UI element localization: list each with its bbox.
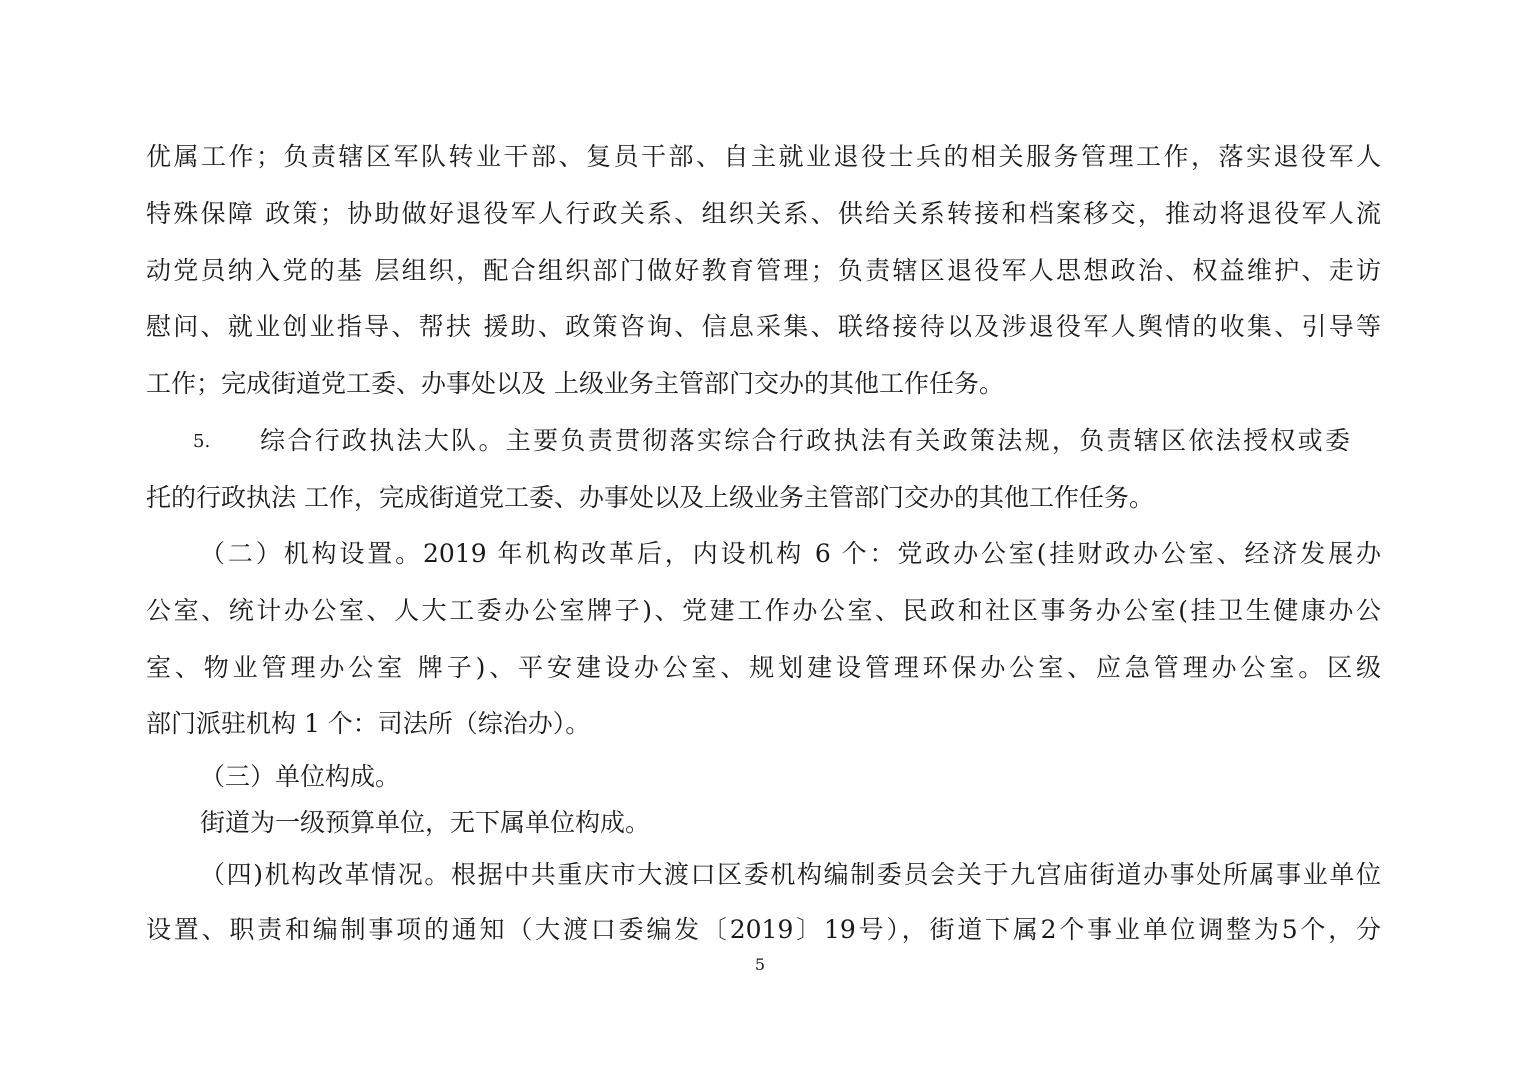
item-number: 5. <box>193 431 211 452</box>
text-line: 托的行政执法 工作，完成街道党工委、办事处以及上级业务主管部门交办的其他工作任务。 <box>146 483 1154 512</box>
text-line: 慰问、就业创业指导、帮扶 援助、政策咨询、信息采集、联络接待以及涉退役军人舆情的收集、引导等 <box>146 312 1381 341</box>
text-line: 动党员纳入党的基 层组织，配合组织部门做好教育管理；负责辖区退役军人思想政治、权益维护、走访 <box>146 256 1381 285</box>
page-number: 5 <box>754 955 766 974</box>
text-line: 公室、统计办公室、人大工委办公室牌子)、党建工作办公室、民政和社区事务办公室(挂卫生健康办公 <box>146 596 1381 625</box>
section-heading-line: （三）单位构成。 <box>200 762 401 791</box>
text-line: 室、物业管理办公室 牌子)、平安建设办公室、规划建设管理环保办公室、应急管理办公室。区级 <box>146 653 1381 682</box>
text-line: 部门派驻机构 1 个：司法所（综治办）。 <box>146 709 591 738</box>
text-line: 街道为一级预算单位，无下属单位构成。 <box>200 808 651 837</box>
text-line: 工作；完成街道党工委、办事处以及 上级业务主管部门交办的其他工作任务。 <box>146 369 1004 398</box>
text-line: 优属工作；负责辖区军队转业干部、复员干部、自主就业退役士兵的相关服务管理工作，落实退役军人 <box>146 142 1381 171</box>
text-line: 特殊保障 政策；协助做好退役军人行政关系、组织关系、供给关系转接和档案移交，推动将退役军人流 <box>146 199 1381 228</box>
text-line: 综合行政执法大队。主要负责贯彻落实综合行政执法有关政策法规，负责辖区依法授权或委 <box>260 426 1350 455</box>
text-line: 设置、职责和编制事项的通知（大渡口委编发〔2019〕19号），街道下属2个事业单位调整为5个，分 <box>146 915 1381 944</box>
section-heading-line: （二）机构设置。2019 年机构改革后，内设机构 6 个：党政办公室(挂财政办公室、经济发展办 <box>200 539 1381 568</box>
section-heading-line: （四)机构改革情况。根据中共重庆市大渡口区委机构编制委员会关于九宫庙街道办事处所属事业单位 <box>200 860 1381 889</box>
